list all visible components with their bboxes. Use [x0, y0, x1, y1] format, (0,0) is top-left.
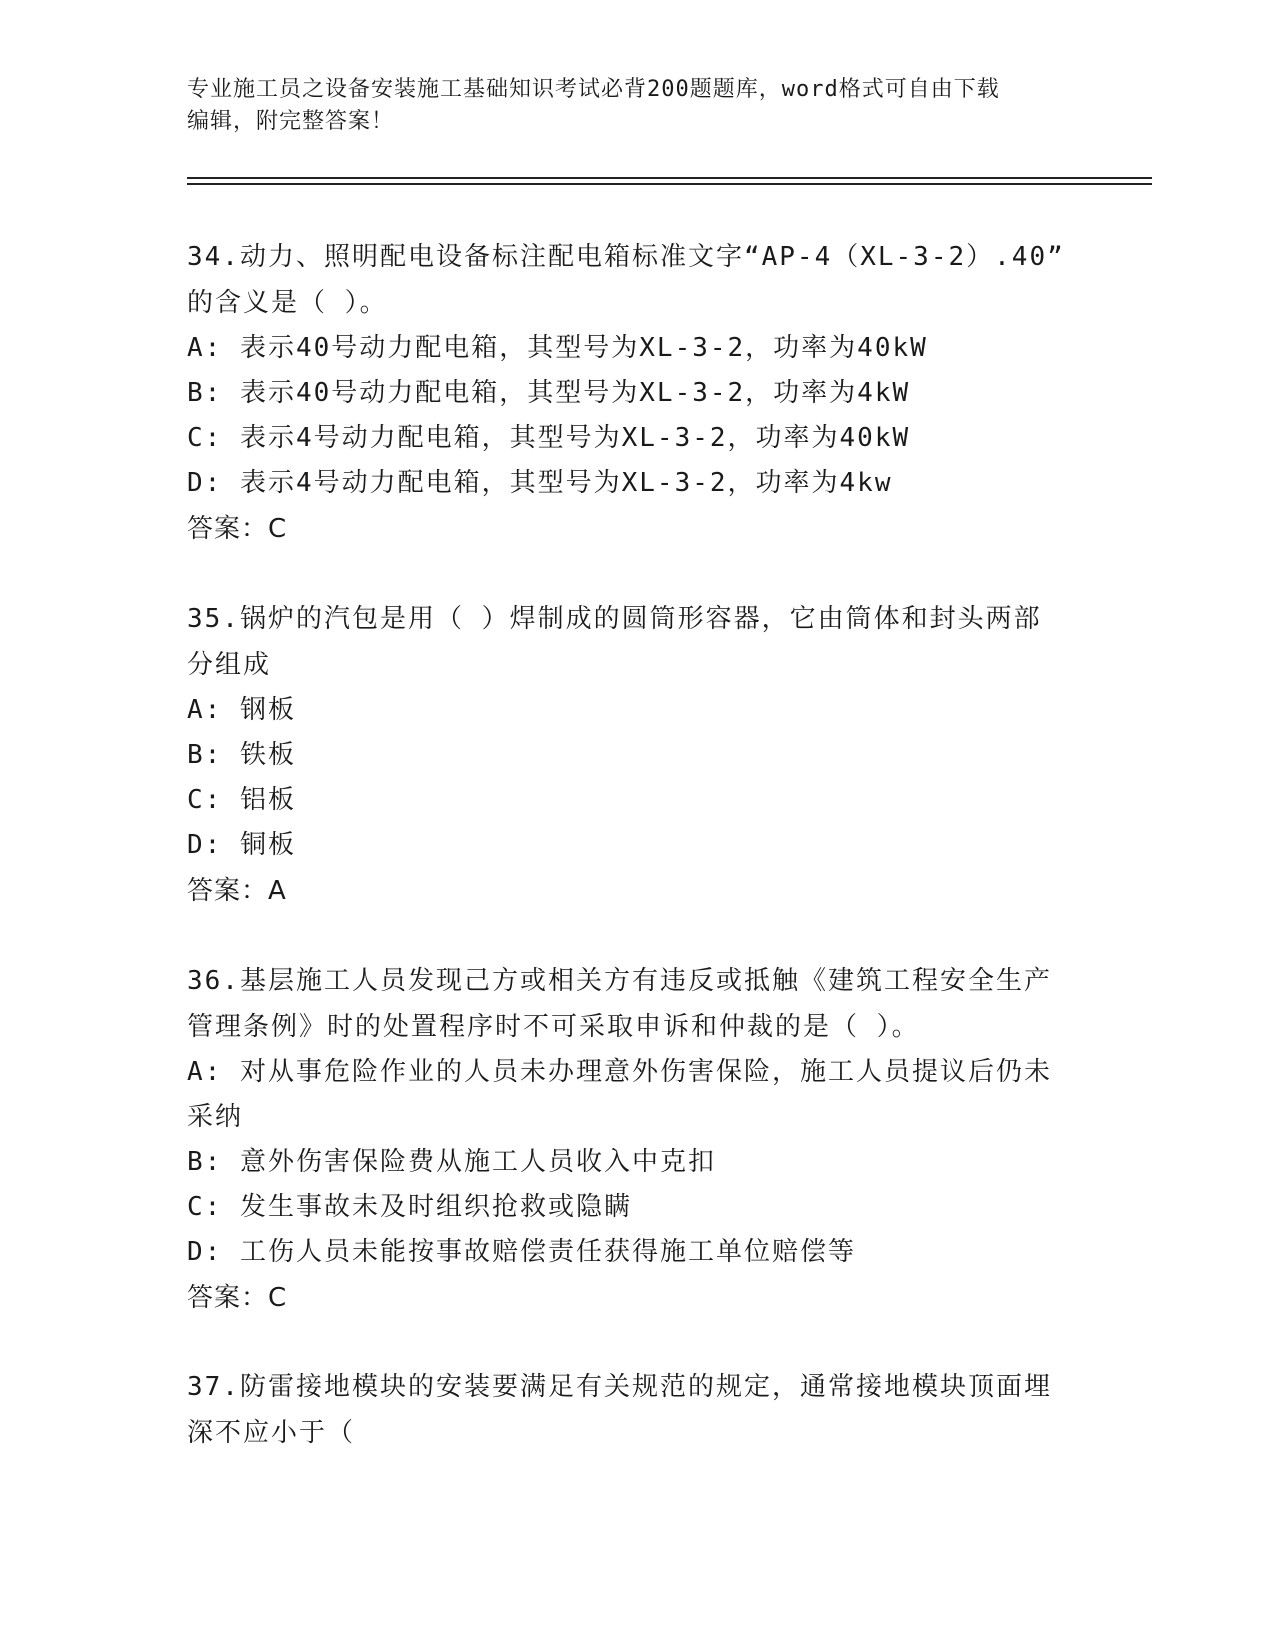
option-c: C: 表示4号动力配电箱，其型号为XL-3-2，功率为40kW	[187, 423, 911, 453]
question-stem-line: 34.动力、照明配电设备标注配电箱标准文字“AP-4（XL-3-2）.40”	[187, 242, 1065, 272]
question-stem-line: 37.防雷接地模块的安装要满足有关规范的规定，通常接地模块顶面埋	[187, 1372, 1052, 1402]
header-line-1: 专业施工员之设备安装施工基础知识考试必背200题题库，word格式可自由下载	[187, 77, 1000, 102]
answer: 答案：C	[187, 1283, 288, 1313]
question-34	[187, 234, 1077, 552]
question-stem	[187, 1364, 1077, 1456]
option-a-continued: 采纳	[187, 1102, 244, 1132]
question-35	[187, 596, 1077, 914]
header-divider-bottom	[187, 183, 1152, 185]
option-a: A: 对从事危险作业的人员未办理意外伤害保险，施工人员提议后仍未	[187, 1057, 1052, 1087]
option-c: C: 发生事故未及时组织抢救或隐瞒	[187, 1192, 632, 1222]
option-c: C: 铝板	[187, 785, 296, 815]
option-d: D: 铜板	[187, 830, 296, 860]
question-stem-line: 36.基层施工人员发现己方或相关方有违反或抵触《建筑工程安全生产	[187, 966, 1052, 996]
option-d: D: 表示4号动力配电箱，其型号为XL-3-2，功率为4kw	[187, 468, 893, 498]
question-stem	[187, 596, 1077, 688]
answer: 答案：A	[187, 876, 287, 906]
question-stem-line: 分组成	[187, 650, 272, 680]
option-b: B: 意外伤害保险费从施工人员收入中克扣	[187, 1147, 716, 1177]
question-37	[187, 1364, 1077, 1456]
question-stem-line: 35.锅炉的汽包是用（ ）焊制成的圆筒形容器，它由筒体和封头两部	[187, 604, 1042, 634]
option-a: A: 表示40号动力配电箱，其型号为XL-3-2，功率为40kW	[187, 333, 928, 363]
option-b: B: 铁板	[187, 740, 296, 770]
option-d: D: 工伤人员未能按事故赔偿责任获得施工单位赔偿等	[187, 1237, 856, 1267]
page-header	[187, 74, 1077, 138]
question-stem-line: 深不应小于（	[187, 1418, 356, 1448]
header-divider-top	[187, 177, 1152, 179]
question-stem-line: 的含义是（ ）。	[187, 288, 388, 318]
header-line-2: 编辑，附完整答案！	[187, 109, 395, 134]
option-a: A: 钢板	[187, 695, 296, 725]
question-36	[187, 958, 1077, 1321]
answer: 答案：C	[187, 514, 288, 544]
question-stem	[187, 958, 1077, 1050]
option-b: B: 表示40号动力配电箱，其型号为XL-3-2，功率为4kW	[187, 378, 911, 408]
question-stem-line: 管理条例》时的处置程序时不可采取申诉和仲裁的是（ ）。	[187, 1012, 920, 1042]
question-stem	[187, 234, 1077, 326]
